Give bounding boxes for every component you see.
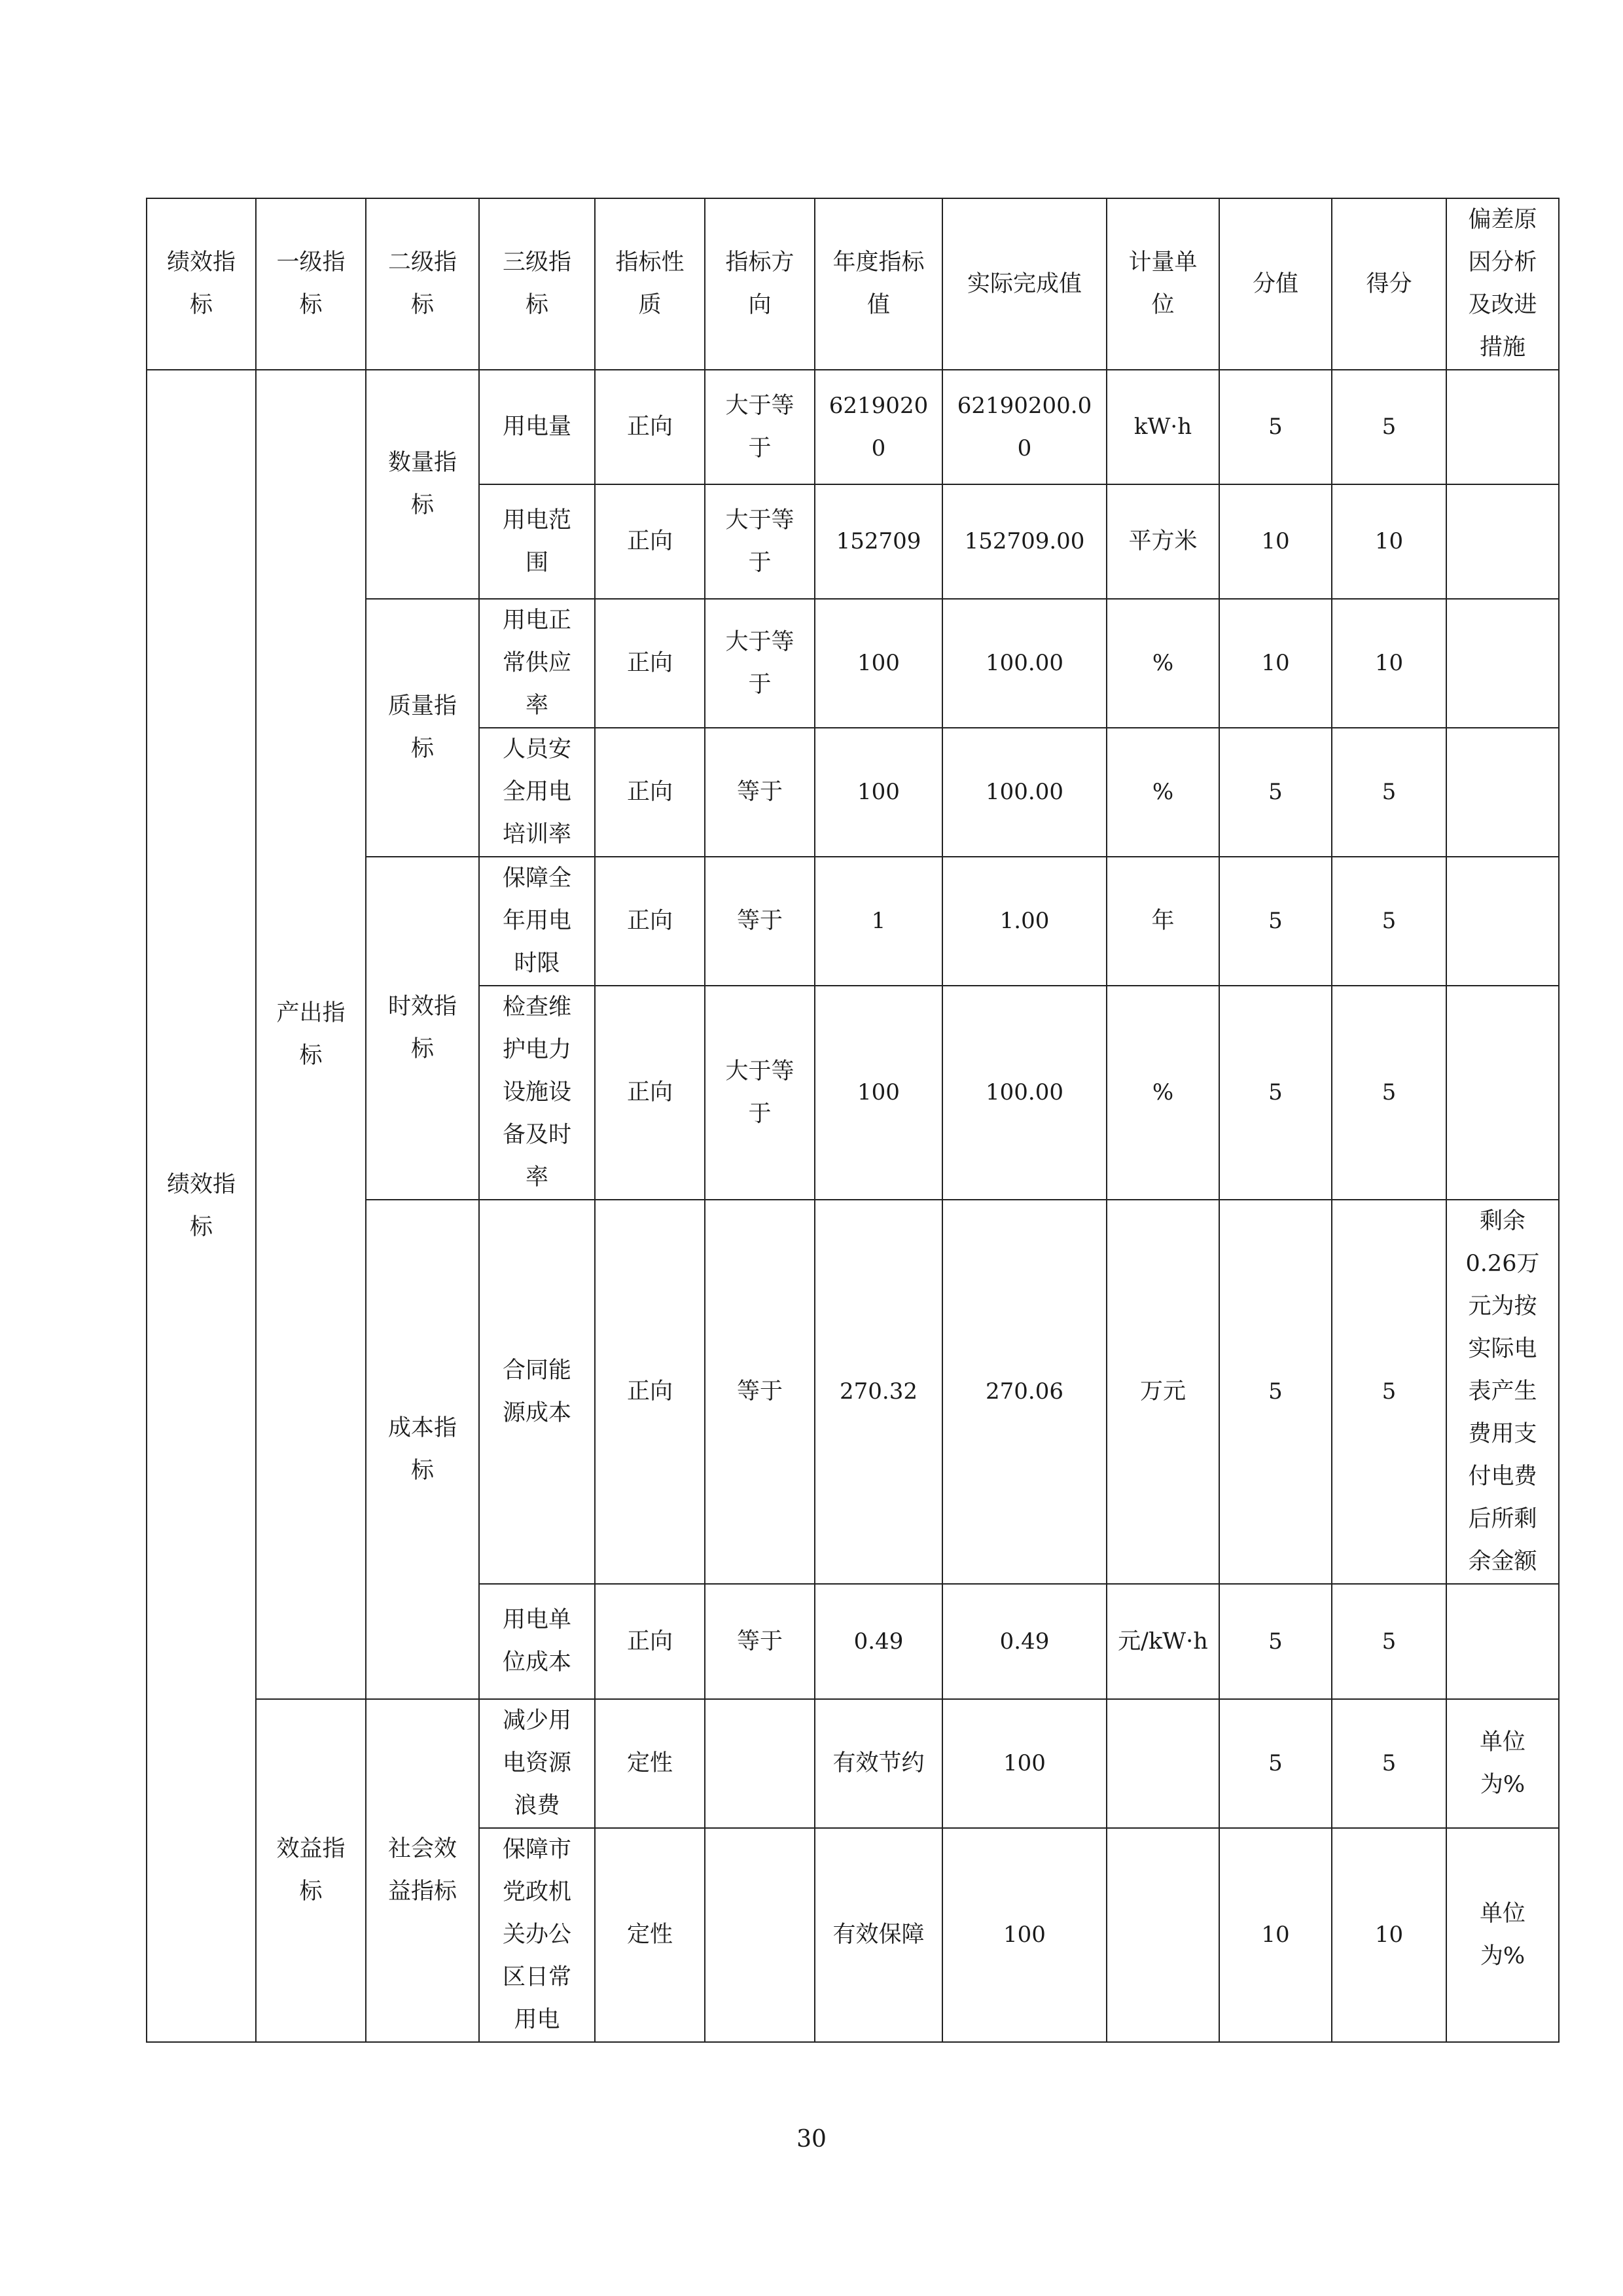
target-cell: 0.49 [815,1584,942,1699]
remark-cell [1446,986,1559,1200]
score-value-cell: 5 [1219,1699,1332,1828]
header-cell: 分值 [1219,198,1332,370]
level2-cell-timeliness: 时效指 标 [366,857,479,1200]
table-row [147,370,1559,484]
target-cell: 62190200 [815,370,942,484]
score-value-cell: 5 [1219,370,1332,484]
header-cell: 指标性 质 [595,198,705,370]
unit-cell [1107,1699,1219,1828]
level3-cell: 用电单 位成本 [479,1584,595,1699]
target-cell: 100 [815,986,942,1200]
level3-cell: 人员安 全用电 培训率 [479,728,595,857]
unit-cell: % [1107,728,1219,857]
nature-cell: 正向 [595,484,705,599]
target-cell: 100 [815,599,942,728]
target-cell: 152709 [815,484,942,599]
level3-cell: 用电量 [479,370,595,484]
direction-cell: 大于等 于 [705,370,815,484]
level3-cell: 合同能 源成本 [479,1200,595,1584]
level3-cell: 用电范 围 [479,484,595,599]
level1-cell-benefit: 效益指 标 [256,1699,366,2042]
nature-cell: 正向 [595,986,705,1200]
actual-cell: 100 [942,1699,1107,1828]
level2-cell-social: 社会效 益指标 [366,1699,479,2042]
nature-cell: 正向 [595,370,705,484]
nature-cell: 正向 [595,728,705,857]
direction-cell: 等于 [705,728,815,857]
score-cell: 5 [1332,1699,1446,1828]
level3-cell: 检查维 护电力 设施设 备及时 率 [479,986,595,1200]
direction-cell [705,1699,815,1828]
target-cell: 有效保障 [815,1828,942,2042]
direction-cell: 等于 [705,1584,815,1699]
score-value-cell: 5 [1219,728,1332,857]
actual-cell: 62190200.00 [942,370,1107,484]
nature-cell: 正向 [595,599,705,728]
header-cell: 三级指 标 [479,198,595,370]
score-value-cell: 10 [1219,1828,1332,2042]
unit-cell: 平方米 [1107,484,1219,599]
direction-cell: 大于等 于 [705,599,815,728]
direction-cell: 等于 [705,1200,815,1584]
level3-cell: 减少用 电资源 浪费 [479,1699,595,1828]
unit-cell: % [1107,986,1219,1200]
remark-cell: 剩余 0.26万 元为按 实际电 表产生 费用支 付电费 后所剩 余金额 [1446,1200,1559,1584]
actual-cell: 0.49 [942,1584,1107,1699]
unit-cell: 万元 [1107,1200,1219,1584]
target-cell: 有效节约 [815,1699,942,1828]
score-cell: 10 [1332,484,1446,599]
header-cell: 一级指 标 [256,198,366,370]
score-value-cell: 10 [1219,599,1332,728]
level2-cell-cost: 成本指 标 [366,1200,479,1699]
remark-cell [1446,370,1559,484]
level3-cell: 保障市 党政机 关办公 区日常 用电 [479,1828,595,2042]
actual-cell: 100.00 [942,986,1107,1200]
remark-cell [1446,484,1559,599]
unit-cell: % [1107,599,1219,728]
remark-cell: 单位 为% [1446,1699,1559,1828]
remark-cell [1446,728,1559,857]
score-cell: 10 [1332,1828,1446,2042]
table-row [147,1699,1559,1828]
nature-cell: 正向 [595,857,705,986]
direction-cell: 等于 [705,857,815,986]
header-cell: 计量单 位 [1107,198,1219,370]
remark-cell [1446,599,1559,728]
level3-cell: 保障全 年用电 时限 [479,857,595,986]
score-cell: 5 [1332,728,1446,857]
score-cell: 5 [1332,370,1446,484]
header-cell: 得分 [1332,198,1446,370]
nature-cell: 正向 [595,1584,705,1699]
actual-cell: 1.00 [942,857,1107,986]
score-cell: 5 [1332,1584,1446,1699]
actual-cell: 100.00 [942,599,1107,728]
header-cell: 绩效指 标 [147,198,256,370]
nature-cell: 正向 [595,1200,705,1584]
nature-cell: 定性 [595,1699,705,1828]
score-cell: 5 [1332,857,1446,986]
score-value-cell: 5 [1219,1584,1332,1699]
performance-indicator-table [146,198,1560,2043]
score-value-cell: 5 [1219,857,1332,986]
nature-cell: 定性 [595,1828,705,2042]
direction-cell: 大于等 于 [705,484,815,599]
remark-cell [1446,857,1559,986]
actual-cell: 270.06 [942,1200,1107,1584]
target-cell: 1 [815,857,942,986]
score-value-cell: 5 [1219,1200,1332,1584]
remark-cell [1446,1584,1559,1699]
actual-cell: 100.00 [942,728,1107,857]
direction-cell [705,1828,815,2042]
header-cell: 实际完成值 [942,198,1107,370]
level2-cell-quantity: 数量指 标 [366,370,479,599]
header-cell: 指标方 向 [705,198,815,370]
unit-cell: 元/kW·h [1107,1584,1219,1699]
score-cell: 5 [1332,1200,1446,1584]
level3-cell: 用电正 常供应 率 [479,599,595,728]
actual-cell: 100 [942,1828,1107,2042]
page-number: 30 [796,2126,827,2153]
header-row [147,198,1559,370]
header-cell: 二级指 标 [366,198,479,370]
target-cell: 100 [815,728,942,857]
header-cell: 年度指标 值 [815,198,942,370]
target-cell: 270.32 [815,1200,942,1584]
score-cell: 10 [1332,599,1446,728]
remark-cell: 单位 为% [1446,1828,1559,2042]
actual-cell: 152709.00 [942,484,1107,599]
unit-cell: 年 [1107,857,1219,986]
level2-cell-quality: 质量指 标 [366,599,479,857]
unit-cell: kW·h [1107,370,1219,484]
level0-cell: 绩效指 标 [147,370,256,2042]
score-cell: 5 [1332,986,1446,1200]
header-cell: 偏差原 因分析 及改进 措施 [1446,198,1559,370]
level1-cell-output: 产出指 标 [256,370,366,1699]
score-value-cell: 10 [1219,484,1332,599]
direction-cell: 大于等 于 [705,986,815,1200]
unit-cell [1107,1828,1219,2042]
score-value-cell: 5 [1219,986,1332,1200]
